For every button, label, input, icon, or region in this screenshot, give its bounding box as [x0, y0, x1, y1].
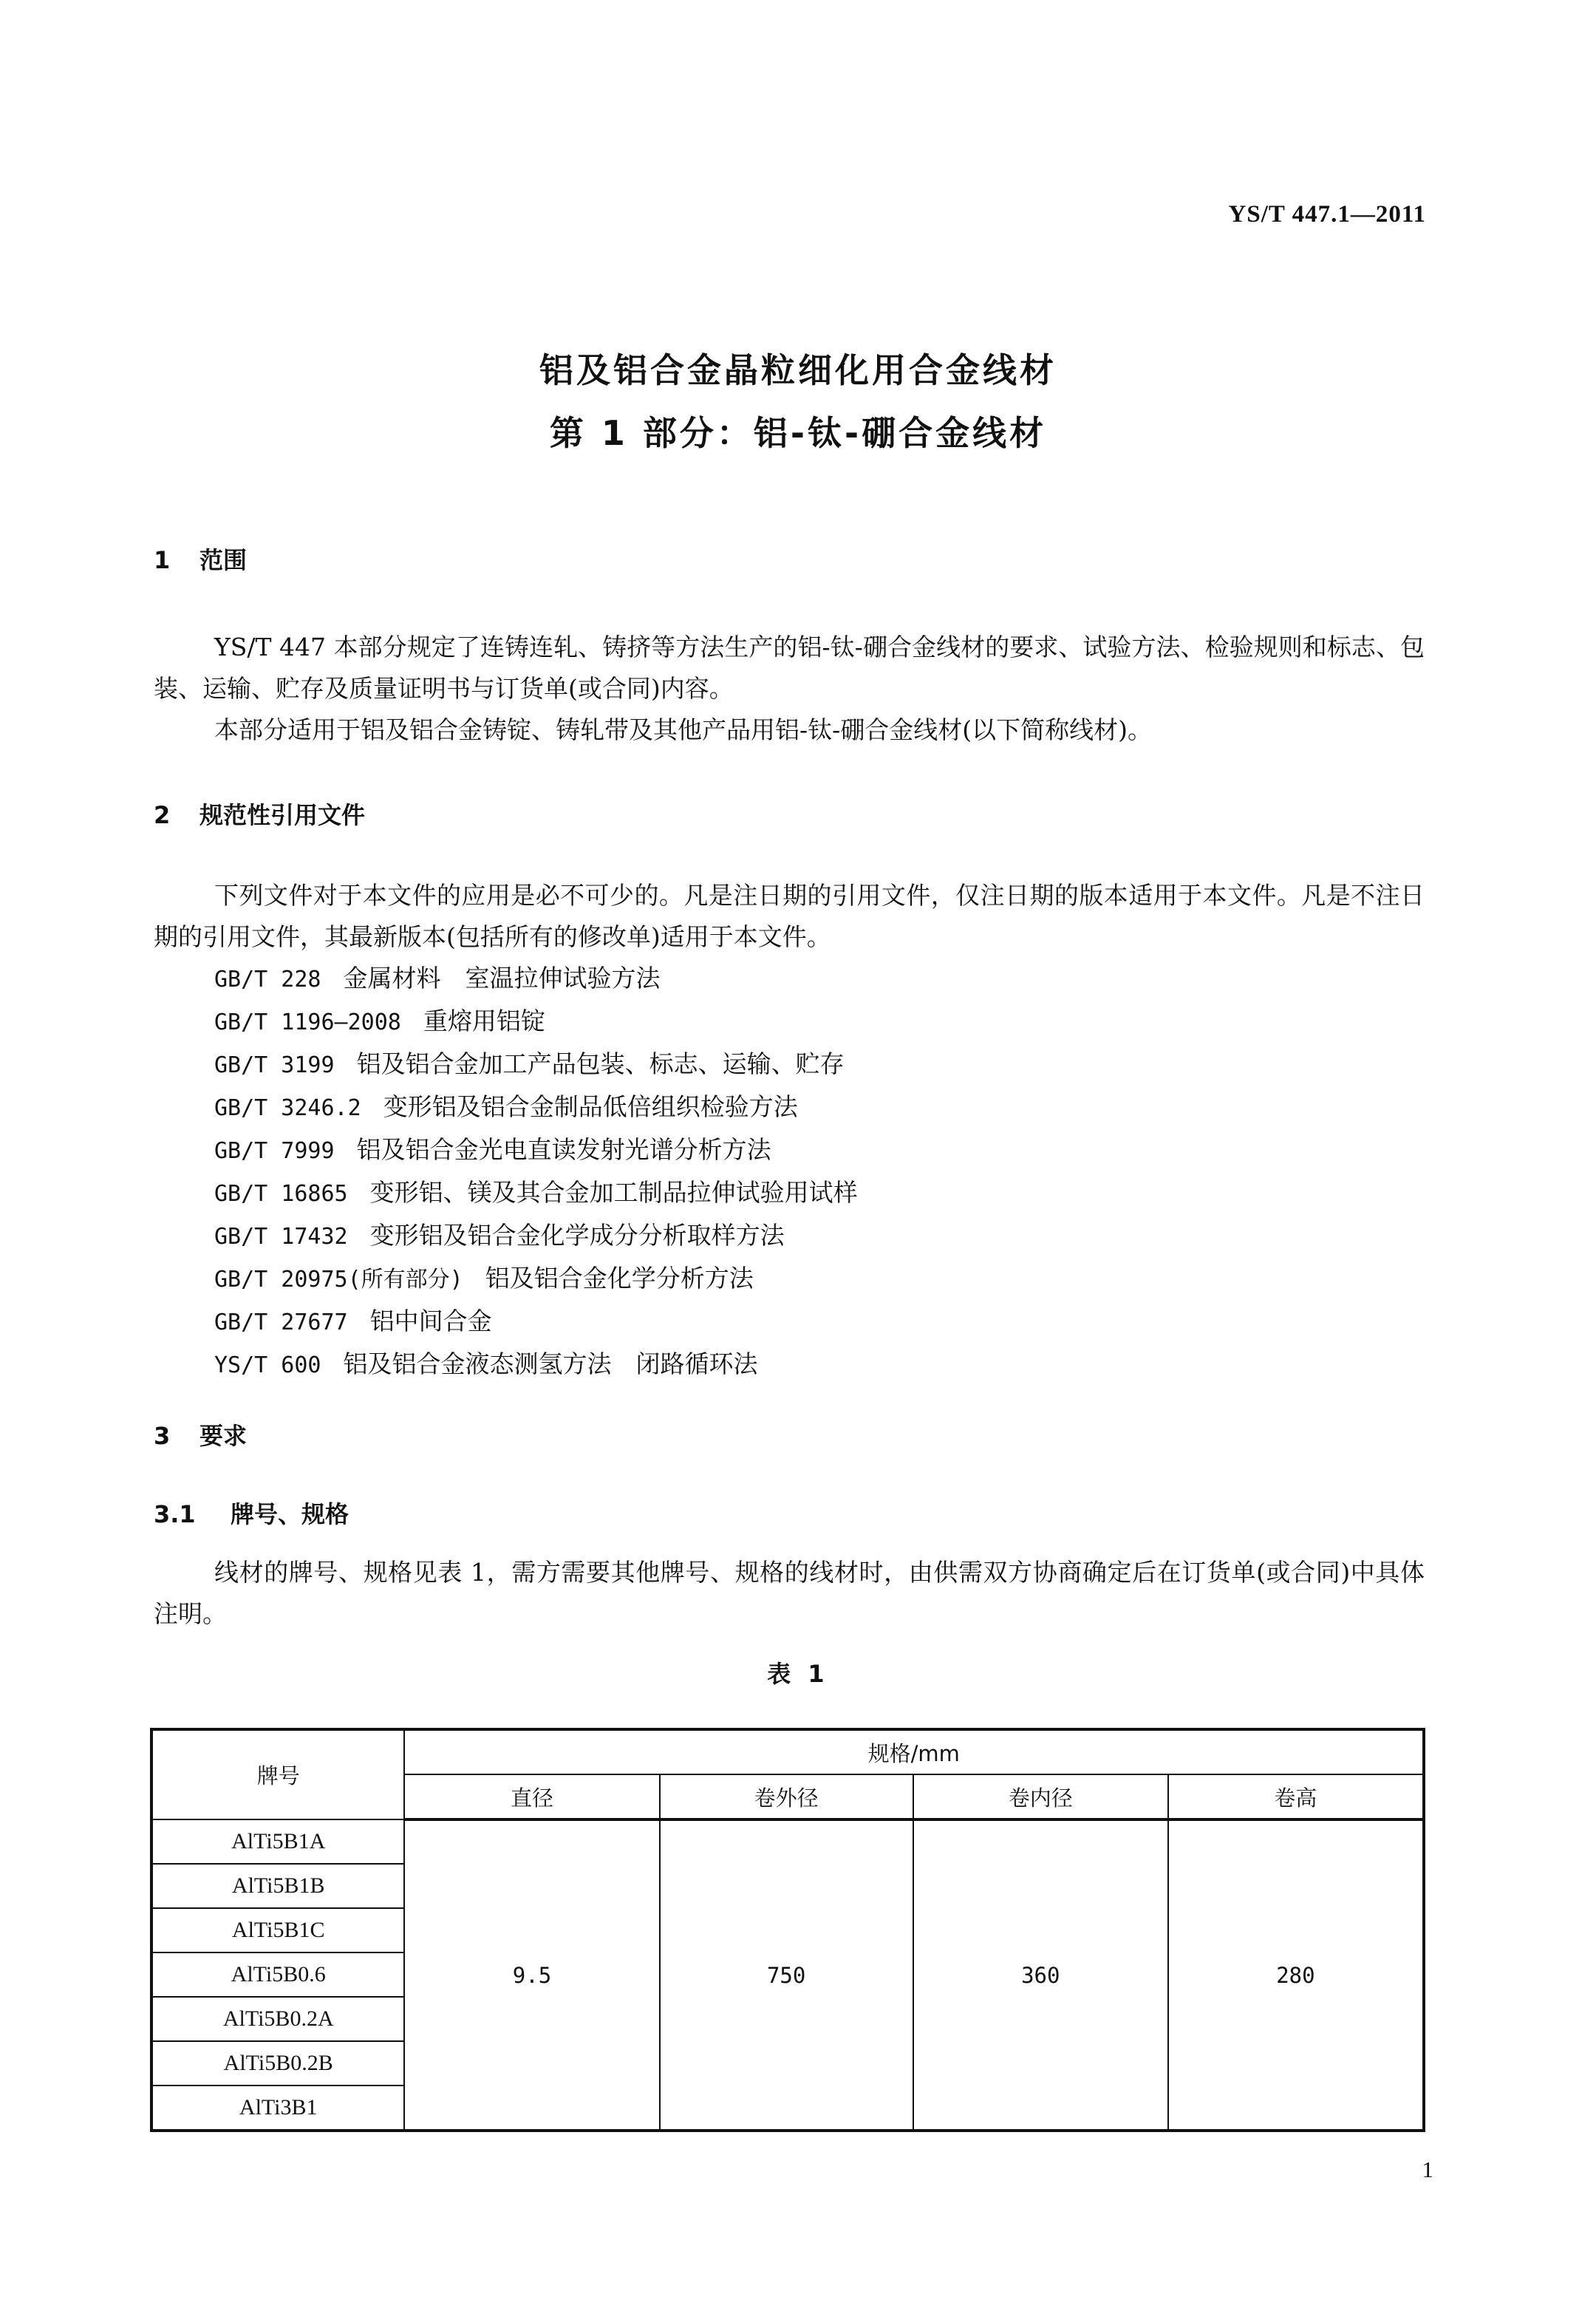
section2-heading	[154, 797, 365, 831]
reference-code: GB/T 7999	[214, 1138, 335, 1164]
reference-code: GB/T 228	[214, 967, 321, 993]
reference-item	[214, 1172, 858, 1215]
reference-item	[214, 1001, 858, 1043]
reference-title: 金属材料 室温拉伸试验方法	[343, 964, 661, 993]
table-header-spec-group: 规格/mm	[404, 1729, 1424, 1774]
reference-title: 铝及铝合金化学分析方法	[485, 1264, 754, 1293]
table1-caption: 表 1	[767, 1660, 829, 1688]
table-cell-grade: AlTi5B0.6	[151, 1952, 404, 1997]
table-row	[151, 1819, 1424, 1864]
reference-code: GB/T 3199	[214, 1052, 335, 1078]
reference-code: GB/T 17432	[214, 1224, 348, 1250]
subsection-3-1-heading	[154, 1496, 349, 1530]
table-header-coil-height: 卷高	[1168, 1774, 1424, 1819]
reference-title: 重熔用铝锭	[423, 1007, 545, 1035]
reference-item	[214, 1301, 858, 1344]
reference-item	[214, 1344, 858, 1386]
section1-heading	[154, 542, 247, 576]
table-cell-grade: AlTi5B1C	[151, 1908, 404, 1952]
reference-title: 铝及铝合金光电直读发射光谱分析方法	[356, 1135, 771, 1164]
table-header-coil-outer-diameter: 卷外径	[660, 1774, 913, 1819]
section1-number: 1	[154, 546, 171, 574]
subsection-3-1-title: 牌号、规格	[231, 1500, 349, 1528]
section2-title: 规范性引用文件	[200, 801, 366, 829]
standard-code: YS/T 447.1—2011	[1228, 201, 1426, 228]
document-title-line1: 铝及铝合金晶粒细化用合金线材	[539, 350, 1057, 390]
reference-item	[214, 1086, 858, 1129]
table-cell-coil-inner-diameter: 360	[913, 1819, 1168, 2131]
reference-item	[214, 1043, 858, 1086]
reference-item	[214, 1215, 858, 1258]
table-cell-grade: AlTi5B0.2B	[151, 2041, 404, 2086]
subsection-3-1-paragraph: 线材的牌号、规格见表 1，需方需要其他牌号、规格的线材时，由供需双方协商确定后在订货单(或合同)中具体注明。	[154, 1558, 1425, 1628]
table-cell-coil-height: 280	[1168, 1819, 1424, 2131]
reference-code: GB/T 16865	[214, 1181, 348, 1207]
reference-title: 变形铝、镁及其合金加工制品拉伸试验用试样	[369, 1178, 858, 1207]
table-header-coil-inner-diameter: 卷内径	[913, 1774, 1168, 1819]
section2-number: 2	[154, 801, 171, 829]
reference-code: GB/T 1196—2008	[214, 1009, 401, 1035]
section1-paragraph2: 本部分适用于铝及铝合金铸锭、铸轧带及其他产品用铝-钛-硼合金线材(以下简称线材)。	[214, 715, 1153, 744]
reference-title: 铝及铝合金加工产品包装、标志、运输、贮存	[356, 1049, 845, 1078]
table1	[150, 1728, 1425, 2132]
page-number: 1	[1422, 2156, 1433, 2182]
reference-title: 铝及铝合金液态测氢方法 闭路循环法	[343, 1349, 758, 1378]
reference-item	[214, 1258, 858, 1301]
table-header-diameter: 直径	[404, 1774, 659, 1819]
section1-title: 范围	[200, 546, 248, 574]
reference-code: GB/T 27677	[214, 1310, 348, 1335]
reference-list	[214, 958, 858, 1386]
reference-code: GB/T 20975(所有部分)	[214, 1267, 463, 1293]
table-cell-grade: AlTi5B1A	[151, 1819, 404, 1864]
table-cell-coil-outer-diameter: 750	[660, 1819, 913, 2131]
reference-title: 变形铝及铝合金化学成分分析取样方法	[369, 1221, 785, 1250]
table-cell-grade: AlTi5B1B	[151, 1864, 404, 1908]
reference-title: 铝中间合金	[369, 1307, 492, 1335]
section1-paragraph1: YS/T 447 本部分规定了连铸连轧、铸挤等方法生产的铝-钛-硼合金线材的要求、试验方法、检验规则和标志、包装、运输、贮存及质量证明书与订货单(或合同)内容。	[154, 633, 1425, 703]
reference-code: YS/T 600	[214, 1352, 321, 1378]
table-cell-diameter: 9.5	[404, 1819, 659, 2131]
section3-title: 要求	[200, 1422, 248, 1450]
subsection-3-1-number: 3.1	[154, 1500, 196, 1528]
section3-heading	[154, 1417, 247, 1451]
table-cell-grade: AlTi5B0.2A	[151, 1997, 404, 2041]
reference-title: 变形铝及铝合金制品低倍组织检验方法	[383, 1092, 798, 1121]
reference-item	[214, 1129, 858, 1172]
table-header-grade: 牌号	[151, 1729, 404, 1819]
reference-code: GB/T 3246.2	[214, 1095, 361, 1121]
table-cell-grade: AlTi3B1	[151, 2086, 404, 2131]
section3-number: 3	[154, 1422, 171, 1450]
section2-intro: 下列文件对于本文件的应用是必不可少的。凡是注日期的引用文件，仅注日期的版本适用于本文件。凡是不注日期的引用文件，其最新版本(包括所有的修改单)适用于本文件。	[154, 881, 1425, 951]
reference-item	[214, 958, 858, 1001]
document-title-line2: 第 1 部分：铝-钛-硼合金线材	[549, 413, 1047, 453]
